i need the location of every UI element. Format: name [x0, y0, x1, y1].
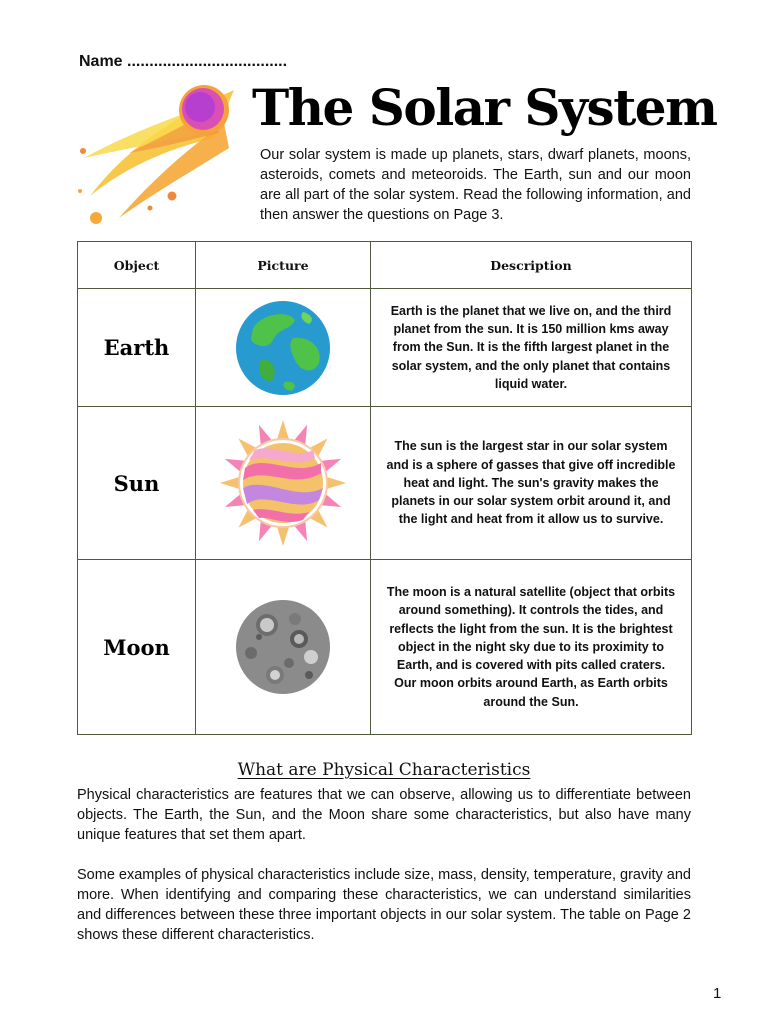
name-field-label[interactable]: Name .................................... — [79, 53, 288, 70]
table-row — [78, 289, 692, 407]
objects-table — [77, 241, 692, 735]
paragraph: Physical characteristics are features that we can observe, allowing us to differentiate between objects. The Earth, the Sun, and the Moon share some characteristics, but also have many unique features that set them apart. — [77, 787, 691, 843]
description-text: The sun is the largest star in our solar system and is a sphere of gasses that give off incredible heat and light. The sun's gravity makes the planets in our solar system orbit around it, and the light and heat from it allow us to survive. — [371, 407, 692, 560]
object-name: Earth — [78, 289, 196, 407]
description-text: The moon is a natural satellite (object that orbits around something). It controls the tides, and reflects the light from the sun. It is the brightest object in the night sky due to its proximity to Earth, and is covered with pits called craters. Our moon orbits around Earth, as Earth orbits around the Sun. — [371, 560, 692, 735]
intro-paragraph: Our solar system is made up planets, stars, dwarf planets, moons, asteroids, comets and meteoroids. The Earth, sun and our moon are all part of the solar system. Read the following information, and then answer the questions on Page 3. — [260, 147, 691, 223]
column-header-object: Object — [78, 242, 196, 289]
earth-icon — [233, 298, 333, 398]
paragraph: Some examples of physical characteristics include size, mass, density, temperature, gravity and more. When identifying and comparing these characteristics, we can understand similarities and differences between these three important objects in our solar system. The table on Page 2 shows these different characteristics. — [77, 867, 691, 943]
object-name: Moon — [78, 560, 196, 735]
section-heading-wrap — [0, 760, 768, 780]
picture-cell — [196, 407, 371, 560]
table-row — [78, 560, 692, 735]
comet-icon — [74, 78, 244, 228]
object-name: Sun — [78, 407, 196, 560]
table-row — [78, 407, 692, 560]
sun-icon — [215, 418, 351, 548]
moon-icon — [233, 597, 333, 697]
picture-cell — [196, 560, 371, 735]
column-header-description: Description — [371, 242, 692, 289]
section-heading: What are Physical Characteristics — [237, 760, 531, 780]
column-header-picture: Picture — [196, 242, 371, 289]
page-title: The Solar System — [252, 78, 717, 137]
description-text: Earth is the planet that we live on, and the third planet from the sun. It is 150 million kms away from the Sun. It is the fifth largest planet in the solar system, and the only planet that contains liquid water. — [371, 289, 692, 407]
table-header-row — [78, 242, 692, 289]
picture-cell — [196, 289, 371, 407]
page-number: 1 — [713, 985, 722, 1002]
